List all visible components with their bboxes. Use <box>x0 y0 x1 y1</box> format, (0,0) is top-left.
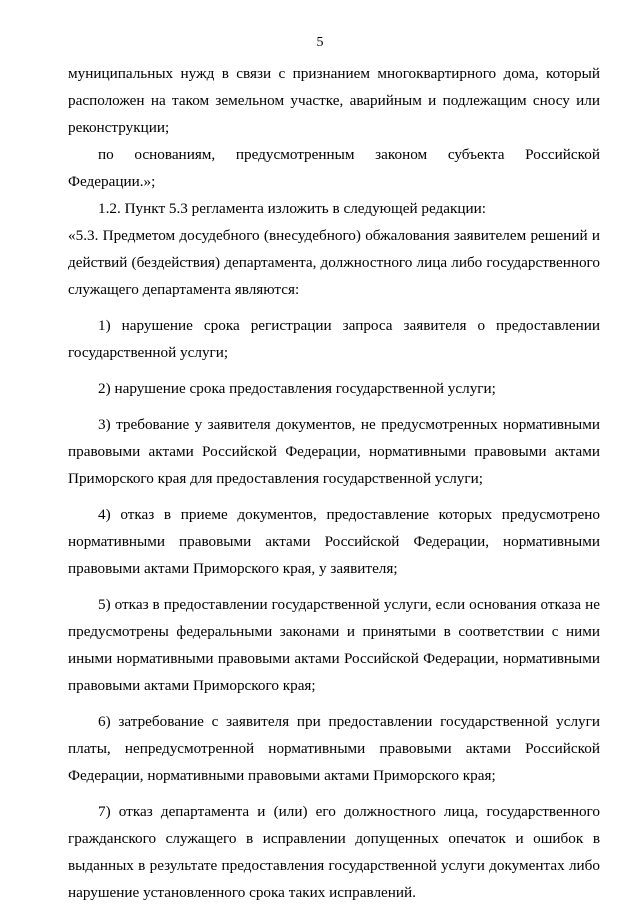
text-line: 6) затребование с заявителя при предоставлении государственной услуги <box>98 713 600 730</box>
text-line: действий (бездействия) департамента, должностного лица либо государственного <box>68 254 600 271</box>
text-line: правовыми актами Российской Федерации, нормативными правовыми актами <box>68 443 600 460</box>
text-line: 4) отказ в приеме документов, предоставление которых предусмотрено <box>98 506 600 523</box>
text-line: 2) нарушение срока предоставления государственной услуги; <box>98 380 496 397</box>
text-line: 5) отказ в предоставлении государственной услуги, если основания отказа не <box>98 596 600 613</box>
text-line: Приморского края для предоставления государственной услуги; <box>68 470 483 487</box>
text-line: Федерации, нормативными правовыми актами Приморского края; <box>68 767 496 784</box>
text-line: «5.3. Предметом досудебного (внесудебного) обжалования заявителем решений и <box>68 227 600 244</box>
text-line: реконструкции; <box>68 119 170 136</box>
text-line: правовыми актами Приморского края, у заявителя; <box>68 560 398 577</box>
text-line: платы, непредусмотренной нормативными правовыми актами Российской <box>68 740 600 757</box>
text-line: иными нормативными правовыми актами Российской Федерации, нормативными <box>68 650 600 667</box>
text-line: гражданского служащего в исправлении допущенных опечаток и ошибок в <box>68 830 600 847</box>
page-number: 5 <box>316 35 324 50</box>
text-line: по основаниям, предусмотренным законом субъекта Российской <box>98 146 600 163</box>
document-body <box>68 60 600 906</box>
text-line: предусмотрены федеральными законами и принятыми в соответствии с ними <box>68 623 600 640</box>
text-line: нарушение установленного срока таких исправлений. <box>68 884 416 901</box>
text-line: расположен на таком земельном участке, аварийным и подлежащим сносу или <box>68 92 600 109</box>
text-line: 3) требование у заявителя документов, не предусмотренных нормативными <box>98 416 600 433</box>
text-line: служащего департамента являются: <box>68 281 300 298</box>
text-line: 1.2. Пункт 5.3 регламента изложить в следующей редакции: <box>98 200 486 217</box>
text-line: государственной услуги; <box>68 344 229 361</box>
text-line: 1) нарушение срока регистрации запроса заявителя о предоставлении <box>98 317 600 334</box>
text-line: правовыми актами Приморского края; <box>68 677 316 694</box>
text-line: нормативными правовыми актами Российской Федерации, нормативными <box>68 533 600 550</box>
text-line: 7) отказ департамента и (или) его должностного лица, государственного <box>98 803 600 820</box>
text-line: Федерации.»; <box>68 173 156 190</box>
text-line: муниципальных нужд в связи с признанием многоквартирного дома, который <box>68 65 600 82</box>
text-line: выданных в результате предоставления государственной услуги документах либо <box>68 857 600 874</box>
